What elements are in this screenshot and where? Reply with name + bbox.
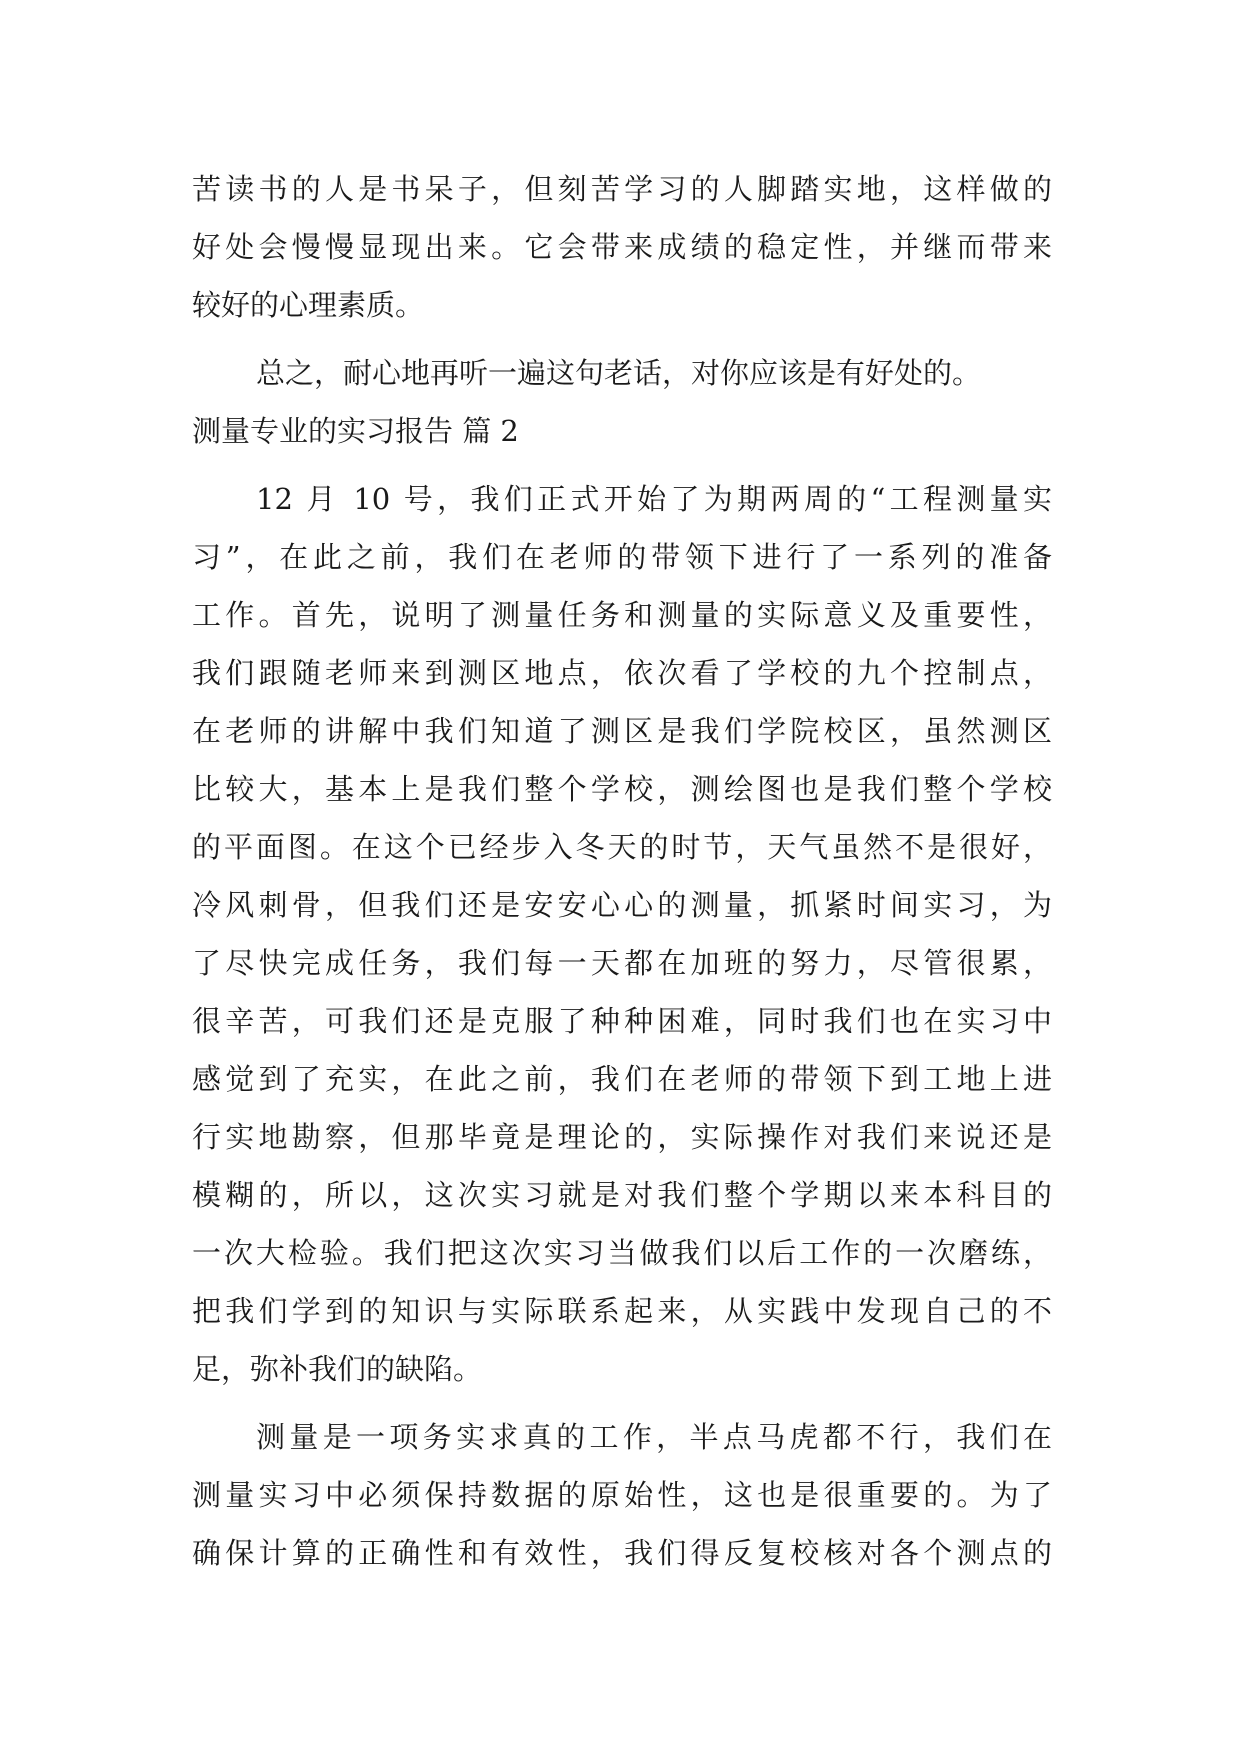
text-line: 确保计算的正确性和有效性，我们得反复校核对各个测点的 xyxy=(192,1536,1052,1570)
text-line: 我们跟随老师来到测区地点，依次看了学校的九个控制点， xyxy=(192,656,1052,690)
text-line: 工作。首先，说明了测量任务和测量的实际意义及重要性， xyxy=(192,598,1052,632)
paragraph-gap xyxy=(192,334,1052,344)
section-heading: 测量专业的实习报告 篇 2 xyxy=(192,414,519,448)
text-line: 比较大，基本上是我们整个学校，测绘图也是我们整个学校 xyxy=(192,772,1052,806)
text-line: 冷风刺骨，但我们还是安安心心的测量，抓紧时间实习，为 xyxy=(192,888,1052,922)
text-line: 习”，在此之前，我们在老师的带领下进行了一系列的准备 xyxy=(192,540,1052,574)
text-line: 测量是一项务实求真的工作，半点马虎都不行，我们在 xyxy=(256,1420,1052,1454)
paragraph-gap xyxy=(192,1398,1052,1408)
text-line: 好处会慢慢显现出来。它会带来成绩的稳定性，并继而带来 xyxy=(192,230,1052,264)
text-line: 的平面图。在这个已经步入冬天的时节，天气虽然不是很好， xyxy=(192,830,1052,864)
text-line: 感觉到了充实，在此之前，我们在老师的带领下到工地上进 xyxy=(192,1062,1052,1096)
text-line: 把我们学到的知识与实际联系起来，从实践中发现自己的不 xyxy=(192,1294,1052,1328)
text-line: 苦读书的人是书呆子，但刻苦学习的人脚踏实地，这样做的 xyxy=(192,172,1052,206)
text-line: 测量实习中必须保持数据的原始性，这也是很重要的。为了 xyxy=(192,1478,1052,1512)
text-line: 很辛苦，可我们还是克服了种种困难，同时我们也在实习中 xyxy=(192,1004,1052,1038)
text-line: 12 月 10 号，我们正式开始了为期两周的“工程测量实 xyxy=(256,482,1052,516)
text-line: 较好的心理素质。 xyxy=(192,288,425,322)
text-line: 总之，耐心地再听一遍这句老话，对你应该是有好处的。 xyxy=(256,356,982,390)
text-line: 行实地勘察，但那毕竟是理论的，实际操作对我们来说还是 xyxy=(192,1120,1052,1154)
paragraph-gap xyxy=(192,460,1052,470)
text-line: 一次大检验。我们把这次实习当做我们以后工作的一次磨练， xyxy=(192,1236,1052,1270)
document-body xyxy=(192,160,1052,1582)
text-line: 在老师的讲解中我们知道了测区是我们学院校区，虽然测区 xyxy=(192,714,1052,748)
text-line: 足，弥补我们的缺陷。 xyxy=(192,1352,483,1386)
text-line: 模糊的，所以，这次实习就是对我们整个学期以来本科目的 xyxy=(192,1178,1052,1212)
text-line: 了尽快完成任务，我们每一天都在加班的努力，尽管很累， xyxy=(192,946,1052,980)
